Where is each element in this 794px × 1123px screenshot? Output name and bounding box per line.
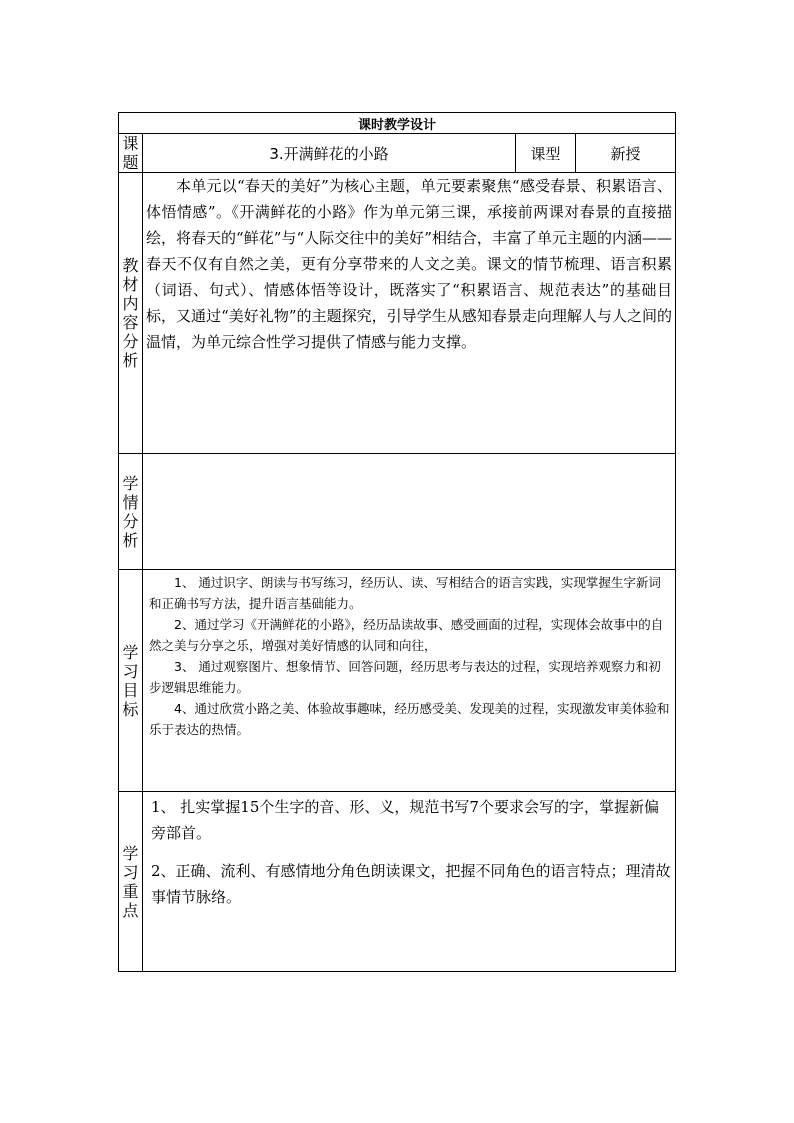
topic-label: 课题 [122, 134, 139, 172]
learner-analysis-label: 学情分析 [122, 473, 139, 550]
table-title: 课时教学设计 [119, 113, 676, 134]
learner-analysis-content [143, 454, 676, 570]
topic-value: 3.开满鲜花的小路 [143, 134, 516, 173]
title-row [119, 113, 676, 134]
learning-goals-content [143, 570, 676, 792]
lesson-plan-table [118, 112, 676, 972]
textbook-analysis-row [119, 173, 676, 454]
topic-label-cell [119, 134, 143, 173]
key-points-label-cell [119, 792, 143, 972]
learning-goal-item: 4、通过欣赏小路之美、体验故事趣味，经历感受美、发现美的过程，实现激发审美体验和乐于表达的热情。 [149, 701, 670, 737]
learning-goals-row [119, 570, 676, 792]
learning-goals-label: 学习目标 [122, 642, 139, 719]
learner-analysis-label-cell [119, 454, 143, 570]
textbook-analysis-text: 本单元以“春天的美好”为核心主题，单元要素聚焦“感受春景、积累语言、体悟情感”。《开满鲜花的小路》作为单元第三课，承接前两课对春景的直接描绘，将春天的“鲜花”与“人际交往中的美好”相结合，丰富了单元主题的内涵——春天不仅有自然之美，更有分享带来的人文之美。课文的情节梳理、语言积累（词语、句式）、情感体悟等设计，既落实了“积累语言、规范表达”的基础目标，又通过“美好礼物”的主题探究，引导学生从感知春景走向理解人与人之间的温情，为单元综合性学习提供了情感与能力支撑。 [146, 177, 673, 351]
learning-goal-item: 1、 通过识字、朗读与书写练习，经历认、读、写相结合的语言实践，实现掌握生字新词和正确书写方法，提升语言基础能力。 [149, 575, 661, 611]
key-point-item: 2、正确、流利、有感情地分角色朗读课文，把握不同角色的语言特点；理清故事情节脉络。 [151, 862, 671, 906]
textbook-analysis-content [143, 173, 676, 454]
key-points-label: 学习重点 [122, 843, 139, 920]
learning-goal-item: 3、 通过观察图片、想象情节、回答问题，经历思考与表达的过程，实现培养观察力和初步逻辑思维能力。 [149, 659, 661, 695]
topic-row [119, 134, 676, 173]
key-points-row [119, 792, 676, 972]
lesson-plan-sheet [118, 112, 675, 972]
lesson-type-value: 新授 [576, 134, 676, 173]
learning-goals-label-cell [119, 570, 143, 792]
key-point-item: 1、 扎实掌握15个生字的音、形、义，规范书写7个要求会写的字，掌握新偏旁部首。 [151, 798, 659, 842]
learner-analysis-row [119, 454, 676, 570]
textbook-analysis-label: 教材内容分析 [122, 256, 139, 370]
textbook-analysis-label-cell [119, 173, 143, 454]
learning-goal-item: 2、通过学习《开满鲜花的小路》，经历品读故事、感受画面的过程，实现体会故事中的自然之美与分享之乐，增强对美好情感的认同和向往， [149, 617, 664, 653]
key-points-content [143, 792, 676, 972]
lesson-type-label: 课型 [516, 134, 576, 173]
